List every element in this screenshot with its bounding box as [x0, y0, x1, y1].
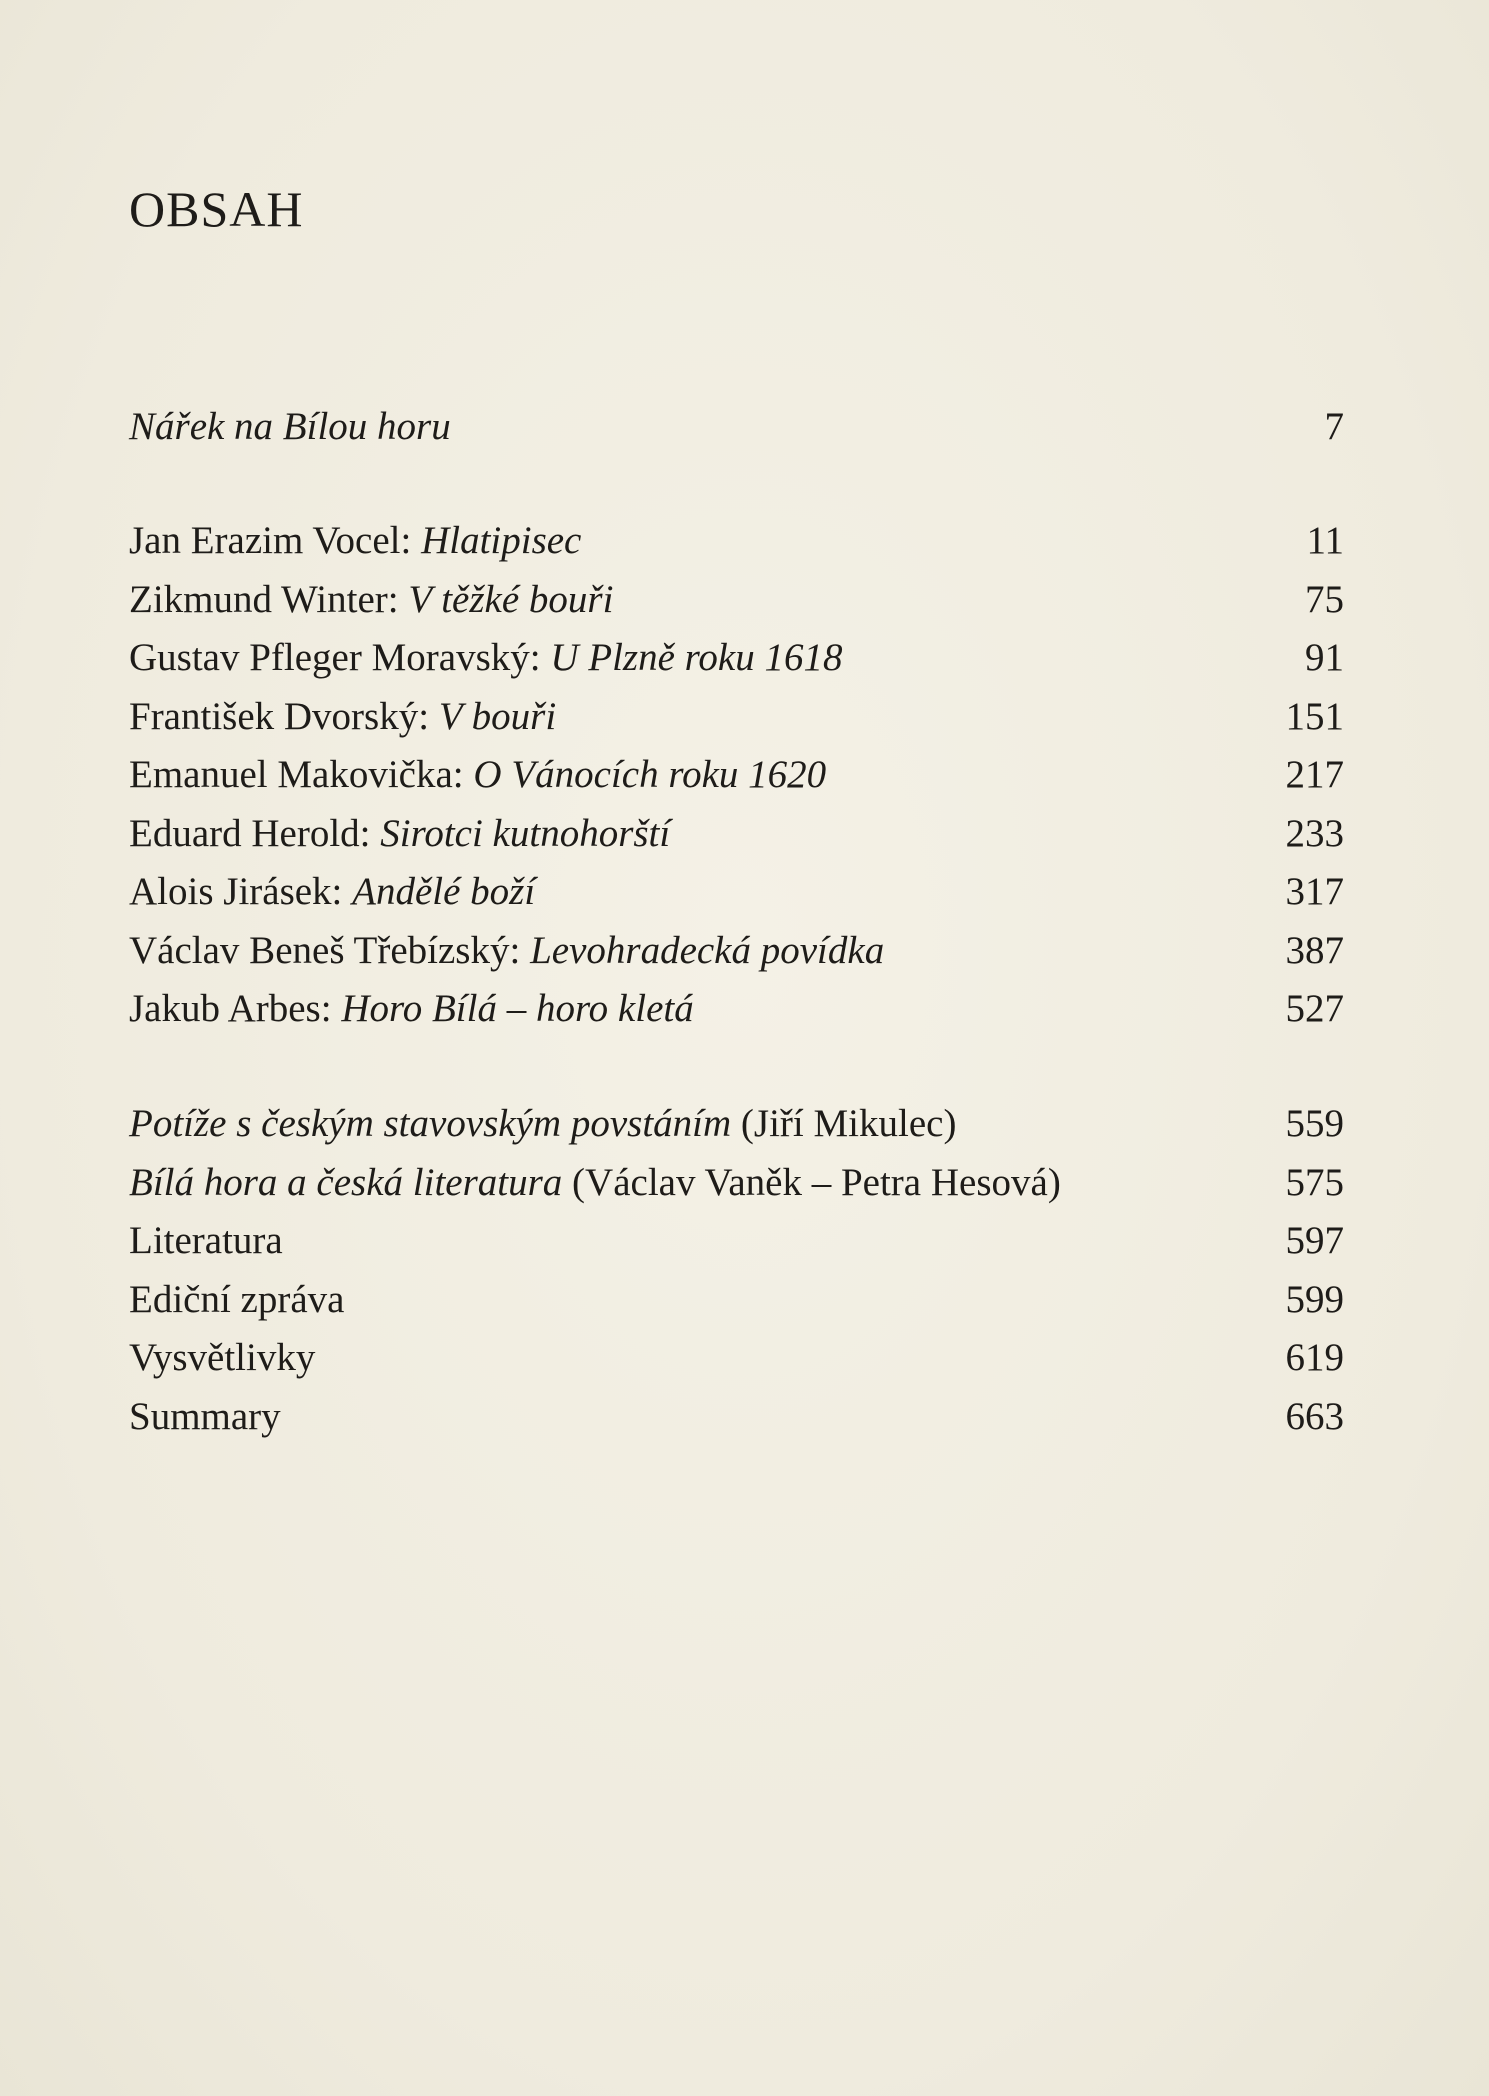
toc-entry-title: [129, 863, 535, 922]
toc-entry: [129, 805, 1344, 864]
toc-entry-title: [129, 1212, 283, 1271]
toc-entry-page: 7: [1324, 405, 1344, 448]
toc-entry: [129, 1329, 1344, 1388]
toc-entry-author: Zikmund Winter:: [129, 577, 409, 621]
toc-entry-work: Potíže s českým stavovským povstáním: [129, 1102, 732, 1145]
toc-entry-page: 233: [1285, 811, 1344, 855]
toc-entry-title: [129, 1329, 315, 1388]
toc-entry-page: 575: [1285, 1160, 1344, 1204]
toc-entry-page: 559: [1285, 1102, 1344, 1145]
toc-entry-author: Jan Erazim Vocel:: [129, 519, 422, 562]
toc-entry-author: František Dvorský:: [129, 694, 439, 738]
toc-entry-author: Emanuel Makovička:: [129, 753, 474, 796]
toc-entry-page: 11: [1306, 519, 1344, 562]
toc-entry-author: Vysvětlivky: [129, 1336, 316, 1379]
toc-appendix-group: [129, 1095, 1344, 1446]
toc-entry-author: Summary: [129, 1394, 281, 1438]
toc-entry: [129, 688, 1344, 747]
toc-entry: [129, 746, 1344, 805]
toc-entry-work: U Plzně roku 1618: [550, 636, 843, 679]
toc-entry-work: V bouři: [438, 694, 557, 738]
toc-entry-title: [129, 805, 670, 864]
toc-entry: [129, 1271, 1344, 1330]
toc-entry-work: Sirotci kutnohorští: [380, 811, 671, 855]
toc-entry-page: 387: [1285, 928, 1344, 972]
toc-entry: [129, 1212, 1344, 1271]
toc-entry-title: [129, 688, 556, 747]
toc-entry-author: Literatura: [129, 1219, 283, 1262]
toc-entry-work: O Vánocích roku 1620: [473, 753, 827, 796]
toc-entry: [129, 629, 1344, 688]
toc-entry-work: Bílá hora a česká literatura: [129, 1160, 563, 1204]
toc-entry-page: 597: [1285, 1219, 1344, 1262]
toc-entry-title: [129, 512, 581, 571]
toc-entry: [129, 1154, 1344, 1213]
toc-entry-work: Horo Bílá – horo kletá: [341, 987, 694, 1030]
toc-entry-author: Gustav Pfleger Moravský:: [129, 636, 551, 679]
toc-entry-work: Nářek na Bílou horu: [129, 405, 451, 448]
toc-entry-author: Jakub Arbes:: [129, 987, 342, 1030]
toc-entry: [129, 922, 1344, 981]
toc-entry-title: [129, 629, 842, 688]
toc-entry-page: 91: [1305, 636, 1344, 679]
toc-entry-page: 619: [1285, 1336, 1344, 1379]
toc-entry-suffix: (Václav Vaněk – Petra Hesová): [562, 1160, 1061, 1204]
toc-entry-author: Ediční zpráva: [129, 1277, 345, 1321]
toc-entry-page: 317: [1285, 870, 1344, 913]
toc-entry-title: [129, 746, 826, 805]
toc-stories-group: [129, 512, 1344, 1039]
toc-entry-title: [129, 1388, 281, 1447]
toc-entry-author: Václav Beneš Třebízský:: [129, 928, 531, 972]
toc-entry-title: [129, 1271, 344, 1330]
toc-entry-suffix: (Jiří Mikulec): [731, 1102, 957, 1145]
toc-entry-author: Alois Jirásek:: [129, 870, 353, 913]
toc-entry-page: 151: [1285, 694, 1344, 738]
toc-entry: [129, 512, 1344, 571]
toc-entry-work: Andělé boží: [352, 870, 536, 913]
toc-entry-work: V těžké bouři: [408, 577, 614, 621]
toc-entry-title: [129, 1154, 1061, 1213]
toc-entry: [129, 1095, 1344, 1154]
toc-entry-author: Eduard Herold:: [129, 811, 381, 855]
toc-entry-title: [129, 922, 884, 981]
toc-entry: [129, 1388, 1344, 1447]
toc-intro-group: [129, 398, 1344, 457]
toc-entry-page: 217: [1285, 753, 1344, 796]
toc-entry: [129, 571, 1344, 630]
toc-entry-page: 663: [1285, 1394, 1344, 1438]
toc-entry: [129, 398, 1344, 457]
toc-entry-page: 75: [1305, 577, 1344, 621]
toc-entry-title: [129, 980, 694, 1039]
toc-entry-work: Hlatipisec: [421, 519, 582, 562]
page-title: OBSAH: [129, 181, 304, 237]
toc-entry-page: 527: [1285, 987, 1344, 1030]
toc-entry-title: [129, 398, 451, 457]
toc-entry-work: Levohradecká povídka: [530, 928, 885, 972]
toc-entry-title: [129, 571, 613, 630]
toc-entry-page: 599: [1285, 1277, 1344, 1321]
toc-entry-title: [129, 1095, 956, 1154]
toc-entry: [129, 863, 1344, 922]
toc-entry: [129, 980, 1344, 1039]
